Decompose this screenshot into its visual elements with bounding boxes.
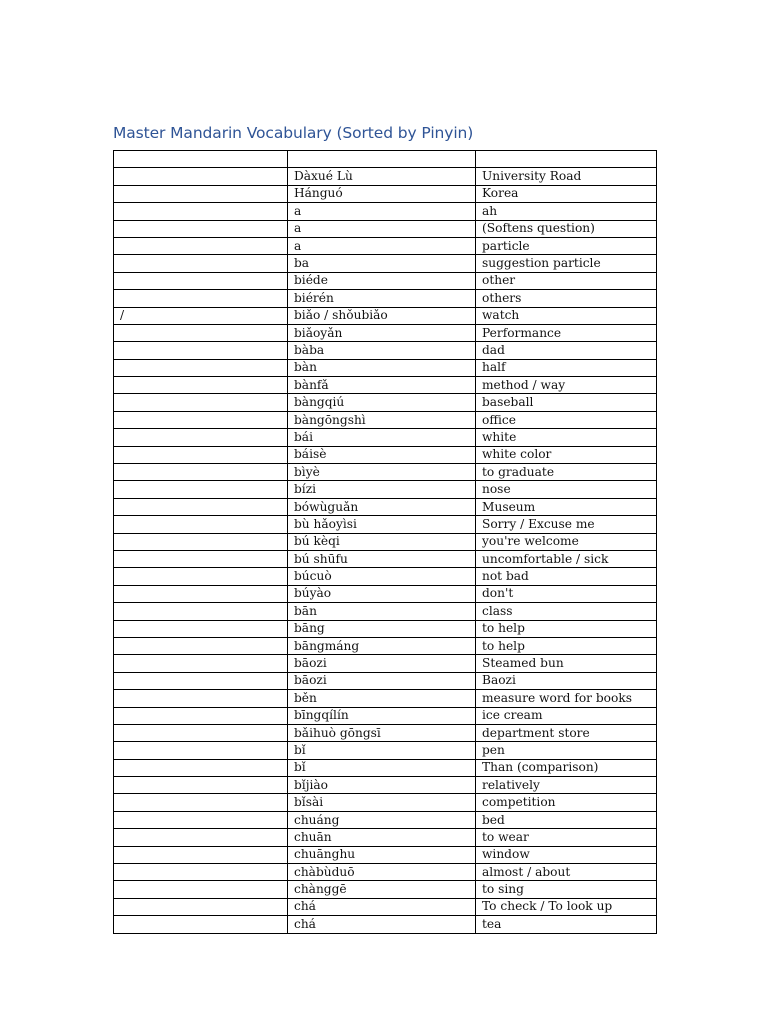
hanzi-cell	[114, 916, 288, 933]
table-row	[114, 533, 657, 550]
english-cell: particle	[476, 237, 657, 254]
english-cell: pen	[476, 742, 657, 759]
pinyin-cell: bú shūfu	[288, 550, 476, 567]
document-title: Master Mandarin Vocabulary (Sorted by Pinyin)	[113, 124, 474, 142]
pinyin-cell: biéde	[288, 272, 476, 289]
hanzi-cell	[114, 185, 288, 202]
table-row	[114, 864, 657, 881]
hanzi-cell	[114, 742, 288, 759]
english-cell: don't	[476, 585, 657, 602]
table-row	[114, 185, 657, 202]
table-row	[114, 881, 657, 898]
table-row	[114, 464, 657, 481]
hanzi-cell	[114, 881, 288, 898]
english-cell: uncomfortable / sick	[476, 550, 657, 567]
english-cell: bed	[476, 811, 657, 828]
table-row	[114, 429, 657, 446]
pinyin-cell: bàngōngshì	[288, 411, 476, 428]
english-cell: window	[476, 846, 657, 863]
hanzi-cell	[114, 637, 288, 654]
table-row	[114, 637, 657, 654]
hanzi-cell	[114, 690, 288, 707]
english-cell: To check / To look up	[476, 898, 657, 915]
table-row	[114, 759, 657, 776]
hanzi-cell	[114, 864, 288, 881]
english-cell: to wear	[476, 829, 657, 846]
english-cell: ice cream	[476, 707, 657, 724]
hanzi-cell	[114, 168, 288, 185]
english-cell: to help	[476, 620, 657, 637]
table-row	[114, 307, 657, 324]
hanzi-cell	[114, 655, 288, 672]
english-cell: others	[476, 290, 657, 307]
english-cell: not bad	[476, 568, 657, 585]
hanzi-cell	[114, 324, 288, 341]
hanzi-cell	[114, 220, 288, 237]
table-row	[114, 516, 657, 533]
hanzi-cell	[114, 498, 288, 515]
table-row	[114, 377, 657, 394]
hanzi-cell	[114, 429, 288, 446]
pinyin-cell: bǐ	[288, 759, 476, 776]
table-row	[114, 342, 657, 359]
pinyin-cell: Hánguó	[288, 185, 476, 202]
pinyin-cell: bú kèqi	[288, 533, 476, 550]
table-row	[114, 290, 657, 307]
hanzi-cell	[114, 255, 288, 272]
hanzi-cell	[114, 811, 288, 828]
table-row	[114, 394, 657, 411]
table-row	[114, 690, 657, 707]
english-cell: baseball	[476, 394, 657, 411]
hanzi-cell	[114, 446, 288, 463]
table-row	[114, 916, 657, 933]
table-row	[114, 220, 657, 237]
vocabulary-table	[113, 150, 657, 934]
hanzi-cell	[114, 481, 288, 498]
english-cell: Steamed bun	[476, 655, 657, 672]
pinyin-cell: biérén	[288, 290, 476, 307]
pinyin-cell: bǐ	[288, 742, 476, 759]
hanzi-cell	[114, 394, 288, 411]
table-row	[114, 359, 657, 376]
english-cell: nose	[476, 481, 657, 498]
pinyin-cell: a	[288, 220, 476, 237]
hanzi-cell	[114, 272, 288, 289]
header-pinyin	[288, 151, 476, 168]
pinyin-cell: biǎo / shǒubiǎo	[288, 307, 476, 324]
table-row	[114, 829, 657, 846]
english-cell: Baozi	[476, 672, 657, 689]
pinyin-cell: chá	[288, 916, 476, 933]
pinyin-cell: búcuò	[288, 568, 476, 585]
hanzi-cell	[114, 794, 288, 811]
table-row	[114, 724, 657, 741]
header-hanzi	[114, 151, 288, 168]
pinyin-cell: bǎihuò gōngsī	[288, 724, 476, 741]
english-cell: to sing	[476, 881, 657, 898]
pinyin-cell: bāozi	[288, 672, 476, 689]
pinyin-cell: běn	[288, 690, 476, 707]
table-row	[114, 168, 657, 185]
english-cell: white color	[476, 446, 657, 463]
table-row	[114, 620, 657, 637]
english-cell: relatively	[476, 777, 657, 794]
hanzi-cell	[114, 707, 288, 724]
pinyin-cell: a	[288, 237, 476, 254]
english-cell: white	[476, 429, 657, 446]
hanzi-cell	[114, 777, 288, 794]
table-row	[114, 603, 657, 620]
pinyin-cell: biǎoyǎn	[288, 324, 476, 341]
table-row	[114, 481, 657, 498]
english-cell: to help	[476, 637, 657, 654]
english-cell: measure word for books	[476, 690, 657, 707]
hanzi-cell	[114, 672, 288, 689]
pinyin-cell: chá	[288, 898, 476, 915]
table-row	[114, 272, 657, 289]
table-row	[114, 446, 657, 463]
pinyin-cell: chàbùduō	[288, 864, 476, 881]
pinyin-cell: bízi	[288, 481, 476, 498]
english-cell: you're welcome	[476, 533, 657, 550]
english-cell: Museum	[476, 498, 657, 515]
hanzi-cell	[114, 411, 288, 428]
table-row	[114, 324, 657, 341]
hanzi-cell	[114, 585, 288, 602]
pinyin-cell: bāng	[288, 620, 476, 637]
hanzi-cell	[114, 533, 288, 550]
english-cell: class	[476, 603, 657, 620]
english-cell: half	[476, 359, 657, 376]
english-cell: competition	[476, 794, 657, 811]
pinyin-cell: bàngqiú	[288, 394, 476, 411]
pinyin-cell: chuān	[288, 829, 476, 846]
english-cell: Than (comparison)	[476, 759, 657, 776]
table-row	[114, 655, 657, 672]
pinyin-cell: chànggē	[288, 881, 476, 898]
english-cell: method / way	[476, 377, 657, 394]
pinyin-cell: bāngmáng	[288, 637, 476, 654]
english-cell: to graduate	[476, 464, 657, 481]
table-row	[114, 742, 657, 759]
hanzi-cell	[114, 377, 288, 394]
hanzi-cell	[114, 898, 288, 915]
hanzi-cell	[114, 203, 288, 220]
pinyin-cell: bìyè	[288, 464, 476, 481]
header-english	[476, 151, 657, 168]
pinyin-cell: bǐsài	[288, 794, 476, 811]
table-row	[114, 498, 657, 515]
hanzi-cell	[114, 724, 288, 741]
english-cell: University Road	[476, 168, 657, 185]
table-row	[114, 707, 657, 724]
hanzi-cell	[114, 568, 288, 585]
table-row	[114, 237, 657, 254]
table-row	[114, 585, 657, 602]
pinyin-cell: báisè	[288, 446, 476, 463]
table-row	[114, 777, 657, 794]
english-cell: suggestion particle	[476, 255, 657, 272]
hanzi-cell	[114, 759, 288, 776]
english-cell: tea	[476, 916, 657, 933]
pinyin-cell: bái	[288, 429, 476, 446]
pinyin-cell: búyào	[288, 585, 476, 602]
vocabulary-table-body	[114, 151, 657, 934]
hanzi-cell	[114, 829, 288, 846]
pinyin-cell: bàba	[288, 342, 476, 359]
table-row	[114, 203, 657, 220]
english-cell: Korea	[476, 185, 657, 202]
pinyin-cell: bān	[288, 603, 476, 620]
english-cell: watch	[476, 307, 657, 324]
pinyin-cell: bāozi	[288, 655, 476, 672]
pinyin-cell: chuáng	[288, 811, 476, 828]
hanzi-cell	[114, 359, 288, 376]
pinyin-cell: bīngqílín	[288, 707, 476, 724]
hanzi-cell	[114, 620, 288, 637]
table-row	[114, 411, 657, 428]
table-header-row	[114, 151, 657, 168]
english-cell: Performance	[476, 324, 657, 341]
english-cell: dad	[476, 342, 657, 359]
pinyin-cell: a	[288, 203, 476, 220]
table-row	[114, 550, 657, 567]
pinyin-cell: Dàxué Lù	[288, 168, 476, 185]
table-row	[114, 255, 657, 272]
english-cell: (Softens question)	[476, 220, 657, 237]
english-cell: other	[476, 272, 657, 289]
pinyin-cell: chuānghu	[288, 846, 476, 863]
hanzi-cell	[114, 464, 288, 481]
table-row	[114, 898, 657, 915]
pinyin-cell: bàn	[288, 359, 476, 376]
hanzi-cell	[114, 237, 288, 254]
table-row	[114, 846, 657, 863]
pinyin-cell: bówùguǎn	[288, 498, 476, 515]
table-row	[114, 811, 657, 828]
hanzi-cell	[114, 342, 288, 359]
english-cell: office	[476, 411, 657, 428]
hanzi-cell	[114, 550, 288, 567]
english-cell: almost / about	[476, 864, 657, 881]
hanzi-cell: /	[114, 307, 288, 324]
english-cell: department store	[476, 724, 657, 741]
hanzi-cell	[114, 846, 288, 863]
hanzi-cell	[114, 516, 288, 533]
hanzi-cell	[114, 603, 288, 620]
pinyin-cell: bù hǎoyìsi	[288, 516, 476, 533]
pinyin-cell: bànfǎ	[288, 377, 476, 394]
table-row	[114, 568, 657, 585]
table-row	[114, 672, 657, 689]
pinyin-cell: bǐjiào	[288, 777, 476, 794]
table-row	[114, 794, 657, 811]
pinyin-cell: ba	[288, 255, 476, 272]
english-cell: Sorry / Excuse me	[476, 516, 657, 533]
english-cell: ah	[476, 203, 657, 220]
hanzi-cell	[114, 290, 288, 307]
